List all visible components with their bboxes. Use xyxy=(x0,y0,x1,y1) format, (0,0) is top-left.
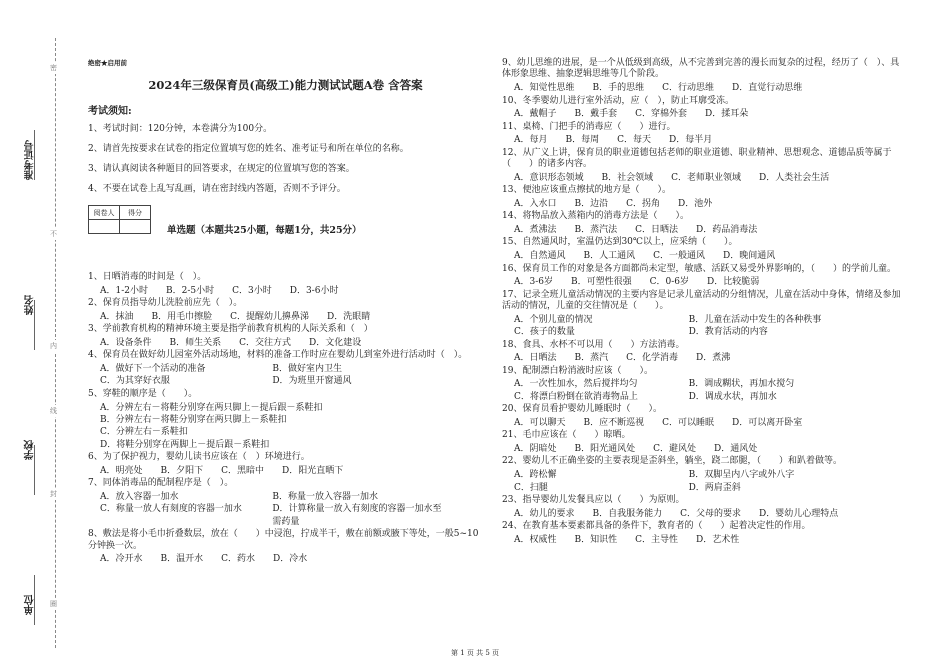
answer-option[interactable]: A．做好下一个活动的准备 xyxy=(100,364,206,375)
answer-option[interactable]: D．教育活动的内容 xyxy=(688,327,768,338)
question-text: 15、自然通风时，室温仍达到30℃以上，应采纳（ ）。 xyxy=(502,237,738,248)
question-text: 9、幼儿思维的进展，是一个从低级到高级，从不完善到完善的漫长而复杂的过程，经历了（ ）、具体形象思维、抽象逻辑思维等几个阶段。 xyxy=(502,58,900,80)
right-column xyxy=(502,58,902,547)
question-text: 6、为了保护视力，婴幼儿读书应该在（ ）环境进行。 xyxy=(88,452,310,463)
answer-option[interactable]: C．3小时 xyxy=(232,285,272,296)
answer-option[interactable]: B．每周 xyxy=(565,135,600,146)
answer-option[interactable]: A．戴帽子 xyxy=(514,109,557,120)
option-list xyxy=(502,198,902,210)
answer-option[interactable]: A．1-2小时 xyxy=(100,285,148,296)
answer-option[interactable]: D．将鞋分别穿在两脚上－提后跟－系鞋扣 xyxy=(100,439,270,450)
answer-option[interactable]: D．池外 xyxy=(678,198,713,209)
name-label: 姓名 xyxy=(25,295,36,315)
question-text: 3、学前教育机构的精神环境主要是指学前教育机构的人际关系和（ ） xyxy=(88,324,373,335)
question-text: 12、从广义上讲，保育员的职业道德包括老师的职业道德、职业精神、思想观念、道德品质等属于（ ）的诸多内容。 xyxy=(502,147,892,170)
answer-option[interactable]: B．自我服务能力 xyxy=(592,508,663,519)
answer-option[interactable]: D．3-6小时 xyxy=(289,285,339,296)
notice-item: 3、请认真阅读各种题目的回答要求，在规定的位置填写您的答案。 xyxy=(88,164,355,174)
answer-option[interactable]: B．可塑性很强 xyxy=(571,277,632,288)
answer-option[interactable]: C．化学消毒 xyxy=(626,353,679,364)
option-list xyxy=(88,465,483,477)
answer-option[interactable]: D．煮沸 xyxy=(696,353,731,364)
question-text: 13、便池应该重点擦拭的地方是（ ）。 xyxy=(502,185,671,196)
answer-option[interactable]: C．一般通风 xyxy=(653,251,706,262)
answer-option[interactable]: D．婴幼儿心理特点 xyxy=(759,508,839,519)
reviewer-input[interactable] xyxy=(89,220,120,234)
option-list xyxy=(502,108,902,120)
left-column xyxy=(88,58,483,567)
question-text: 16、保育员工作的对象是各方面都尚未定型，敏感、活跃又易受外界影响的，（ ）的学前儿童。 xyxy=(502,263,896,274)
question-text: 11、桌椅、门把手的消毒应（ ）进行。 xyxy=(502,121,676,132)
option-list xyxy=(502,172,902,184)
score-box xyxy=(88,205,151,234)
unit-label: 单位 xyxy=(25,595,36,615)
answer-option[interactable]: C．扫腿 xyxy=(514,482,548,493)
answer-option[interactable]: B．温开水 xyxy=(160,554,204,565)
answer-option[interactable]: B．调成糊状，再加水搅匀 xyxy=(688,379,795,390)
option-list xyxy=(502,276,902,288)
answer-option[interactable]: C．老师职业领域 xyxy=(671,172,742,183)
answer-option[interactable]: A．入水口 xyxy=(514,198,557,209)
answer-option[interactable]: B．人工通风 xyxy=(583,251,636,262)
answer-option[interactable]: B．师生关系 xyxy=(169,337,222,348)
option-list xyxy=(502,352,902,364)
option-list xyxy=(88,311,483,323)
option-list xyxy=(502,378,902,403)
answer-option[interactable]: D．通风处 xyxy=(714,444,758,455)
answer-option[interactable]: D．药品消毒法 xyxy=(696,225,758,236)
answer-option[interactable]: B．社会领域 xyxy=(601,172,654,183)
question-text: 1、日晒消毒的时间是（ ）。 xyxy=(88,272,207,282)
score-cell: 得分 xyxy=(120,206,151,220)
answer-option[interactable]: D．计算称量一放入有刻度的容器一加水至需药量 xyxy=(272,504,442,527)
answer-option[interactable]: D．晚间通风 xyxy=(723,251,776,262)
option-list xyxy=(502,469,902,494)
page-footer: 第 1 页 共 5 页 xyxy=(450,649,500,657)
question-text: 2、保育员指导幼儿洗脸前应先（ ）。 xyxy=(88,298,243,309)
question-text: 23、指导婴幼儿发餐具应以（ ）为原则。 xyxy=(502,494,685,505)
answer-option[interactable]: C．避风处 xyxy=(653,444,697,455)
answer-option[interactable]: B．称量一放入容器一加水 xyxy=(272,491,378,502)
answer-option[interactable]: B．应不断巡视 xyxy=(583,417,645,428)
answer-option[interactable]: D．调成水状，再加水 xyxy=(688,391,777,402)
answer-option[interactable]: B．双脚呈内八字或外八字 xyxy=(688,470,795,481)
answer-option[interactable]: C．交往方式 xyxy=(239,337,292,348)
answer-option[interactable]: C．孩子的数量 xyxy=(514,327,575,338)
question-text: 14、将物品放入蒸箱内的消毒方法是（ ）。 xyxy=(502,211,689,222)
answer-option[interactable]: A．抹油 xyxy=(100,311,134,322)
answer-option[interactable]: A．自然通风 xyxy=(514,251,566,262)
seal-char: 不 xyxy=(50,230,57,238)
answer-option[interactable]: C．分辨左右－系鞋扣 xyxy=(100,427,188,438)
answer-option[interactable]: C．可以睡眠 xyxy=(662,417,715,428)
answer-option[interactable]: C．穿棉外套 xyxy=(635,109,688,120)
question-text: 19、配制漂白粉消液时应该（ ）。 xyxy=(502,365,653,376)
answer-option[interactable]: C．将漂白粉倒在欲消毒物品上 xyxy=(514,391,638,402)
question-text: 22、婴幼儿不正确坐姿的主要表现是歪斜坐，躺坐，跷二郎腿，（ ）和趴着做等。 xyxy=(502,456,842,467)
answer-option[interactable]: D．两肩歪斜 xyxy=(688,482,741,493)
answer-option[interactable]: A．冷开水 xyxy=(100,554,143,565)
page-title: 2024年三级保育员(高级工)能力测试试题A卷 含答案 xyxy=(148,78,423,92)
answer-option[interactable]: A．设备条件 xyxy=(100,337,152,348)
option-list xyxy=(502,250,902,262)
binding-margin xyxy=(0,0,70,671)
exam-number-label: 准考证号 xyxy=(25,140,36,180)
answer-option[interactable]: D．为班里开窗通风 xyxy=(272,376,352,387)
option-list xyxy=(502,134,902,146)
question-list-left xyxy=(88,272,483,566)
answer-option[interactable]: A．3-6岁 xyxy=(514,277,553,288)
option-list xyxy=(502,534,902,546)
answer-option[interactable]: C．每天 xyxy=(617,135,652,146)
option-list xyxy=(502,224,902,236)
question-list-right xyxy=(502,58,902,546)
question-text: 8、敷法是将小毛巾折叠数层，放在（ ）中浸泡，拧成半干，敷在前额或腋下等处，一般5~10分钟换一次。 xyxy=(88,529,479,551)
notice-item: 2、请首先按要求在试卷的指定位置填写您的姓名、准考证号和所在单位的名称。 xyxy=(88,144,409,154)
option-list xyxy=(88,337,483,349)
score-input[interactable] xyxy=(120,220,151,234)
answer-option[interactable]: D．直觉行动思维 xyxy=(732,83,803,94)
answer-option[interactable]: A．日晒法 xyxy=(514,353,557,364)
answer-option[interactable]: C．药水 xyxy=(221,554,256,565)
answer-option[interactable]: A．放入容器一加水 xyxy=(100,491,179,502)
answer-option[interactable]: C．称量一放人有刻度的容器一加水 xyxy=(100,504,242,515)
answer-option[interactable]: D．比较脆弱 xyxy=(707,277,760,288)
answer-option[interactable]: C．提醒幼儿擤鼻涕 xyxy=(230,311,310,322)
option-list xyxy=(502,443,902,455)
question-text: 10、冬季婴幼儿进行室外活动，应（ ），防止耳廓受冻。 xyxy=(502,95,734,106)
answer-option[interactable]: A．明亮处 xyxy=(100,465,143,476)
answer-option[interactable]: A．幼儿的要求 xyxy=(514,508,575,519)
question-text: 24、在教育基本要素都具备的条件下，教育者的（ ）起着决定性的作用。 xyxy=(502,521,811,532)
answer-option[interactable]: D．人类社会生活 xyxy=(759,172,830,183)
answer-option[interactable]: C．为其穿好衣服 xyxy=(100,376,170,387)
answer-option[interactable]: B．知识性 xyxy=(574,534,618,545)
option-list xyxy=(88,363,483,388)
answer-option[interactable]: B．用毛巾擦脸 xyxy=(151,311,213,322)
answer-option[interactable]: B．手的思维 xyxy=(592,83,645,94)
answer-option[interactable]: A．个别儿童的情况 xyxy=(514,314,593,325)
answer-option[interactable]: D．洗眼睛 xyxy=(327,311,371,322)
notice-heading: 考试须知: xyxy=(88,106,132,117)
answer-option[interactable]: C．主导性 xyxy=(635,534,679,545)
answer-option[interactable]: B．分辨左右－将鞋分别穿在两只脚上－系鞋扣 xyxy=(100,414,287,425)
answer-option[interactable]: D．可以离开卧室 xyxy=(732,417,803,428)
answer-option[interactable]: B．戴手套 xyxy=(574,109,618,120)
answer-option[interactable]: C．日晒法 xyxy=(635,225,679,236)
answer-option[interactable]: D．冷水 xyxy=(273,554,308,565)
answer-option[interactable]: A．分辨左右－将鞋分别穿在两只脚上－提后跟－系鞋扣 xyxy=(100,402,323,413)
answer-option[interactable]: A．跨松懈 xyxy=(514,470,557,481)
answer-option[interactable]: D．阳光直晒下 xyxy=(282,465,344,476)
seal-char: 密 xyxy=(50,64,57,72)
option-list xyxy=(88,402,483,452)
seal-char: 圈 xyxy=(50,600,57,608)
option-list xyxy=(88,285,483,297)
question-text: 7、同体消毒品的配制程序是（ ）。 xyxy=(88,478,234,489)
answer-option[interactable]: B．蒸汽法 xyxy=(574,225,618,236)
notice-item: 4、不要在试卷上乱写乱画，请在密封线内答题，否则不予评分。 xyxy=(88,184,346,194)
question-text: 20、保育员看护婴幼儿睡眠时（ ）。 xyxy=(502,404,662,415)
secret-mark: 绝密★启用前 xyxy=(88,59,127,67)
question-text: 4、保育员在做好幼儿园室外活动场地，材料的准备工作时应在婴幼儿到室外进行活动时（ ）。 xyxy=(88,350,468,361)
question-text: 18、食具、水杯不可以用（ ）方法消毒。 xyxy=(502,339,685,350)
notice-item: 1、考试时间：120分钟，本卷满分为100分。 xyxy=(88,124,273,134)
answer-option[interactable]: B．夕阳下 xyxy=(160,465,204,476)
seal-char: 线 xyxy=(50,407,57,415)
option-list xyxy=(88,491,483,528)
answer-option[interactable]: B．蒸汽 xyxy=(574,353,609,364)
answer-option[interactable]: D．艺术性 xyxy=(696,534,740,545)
answer-option[interactable]: D．每半月 xyxy=(669,135,713,146)
answer-option[interactable]: A．煮沸法 xyxy=(514,225,557,236)
answer-option[interactable]: A．一次性加水，然后搅拌均匀 xyxy=(514,379,638,390)
answer-option[interactable]: A．意识形态领域 xyxy=(514,172,584,183)
seal-char: 内 xyxy=(50,342,57,350)
answer-option[interactable]: D．揉耳朵 xyxy=(705,109,749,120)
question-text: 5、穿鞋的顺序是（ ）。 xyxy=(88,388,198,399)
section-header xyxy=(88,204,483,236)
answer-option[interactable]: B．边沿 xyxy=(574,198,609,209)
reviewer-cell: 阅卷人 xyxy=(89,206,120,220)
answer-option[interactable]: D．文化建设 xyxy=(309,337,362,348)
section-title: 单选题（本题共25小题，每题1分，共25分） xyxy=(167,225,362,236)
option-list xyxy=(502,82,902,94)
option-list xyxy=(502,314,902,339)
school-label: 学校 xyxy=(25,440,36,460)
answer-option[interactable]: B．儿童在活动中发生的各种秩事 xyxy=(688,314,822,325)
answer-option[interactable]: A．阴暗处 xyxy=(514,444,557,455)
answer-option[interactable]: B．2-5小时 xyxy=(166,285,215,296)
answer-option[interactable]: C．父母的要求 xyxy=(680,508,742,519)
answer-option[interactable]: A．每月 xyxy=(514,135,548,146)
question-text: 17、记录全班儿童活动情况的主要内容是记录儿童活动的分组情况，儿童在活动中身体，情绪及参加活动的情况，儿童的交往情况是（ ）。 xyxy=(502,289,901,312)
answer-option[interactable]: A．可以聊天 xyxy=(514,417,566,428)
answer-option[interactable]: C．黑暗中 xyxy=(221,465,265,476)
option-list xyxy=(502,508,902,520)
answer-option[interactable]: A．权威性 xyxy=(514,534,557,545)
seal-char: 封 xyxy=(50,490,57,498)
answer-option[interactable]: C．拐角 xyxy=(626,198,661,209)
answer-option[interactable]: C．行动思维 xyxy=(662,83,715,94)
answer-option[interactable]: B．做好室内卫生 xyxy=(272,364,342,375)
option-list xyxy=(502,417,902,429)
answer-option[interactable]: B．阳光通风处 xyxy=(574,444,636,455)
answer-option[interactable]: A．知觉性思维 xyxy=(514,83,575,94)
question-text: 21、毛巾应该在（ ）晾晒。 xyxy=(502,430,631,441)
option-list xyxy=(88,553,483,565)
answer-option[interactable]: C．0-6岁 xyxy=(649,277,690,288)
